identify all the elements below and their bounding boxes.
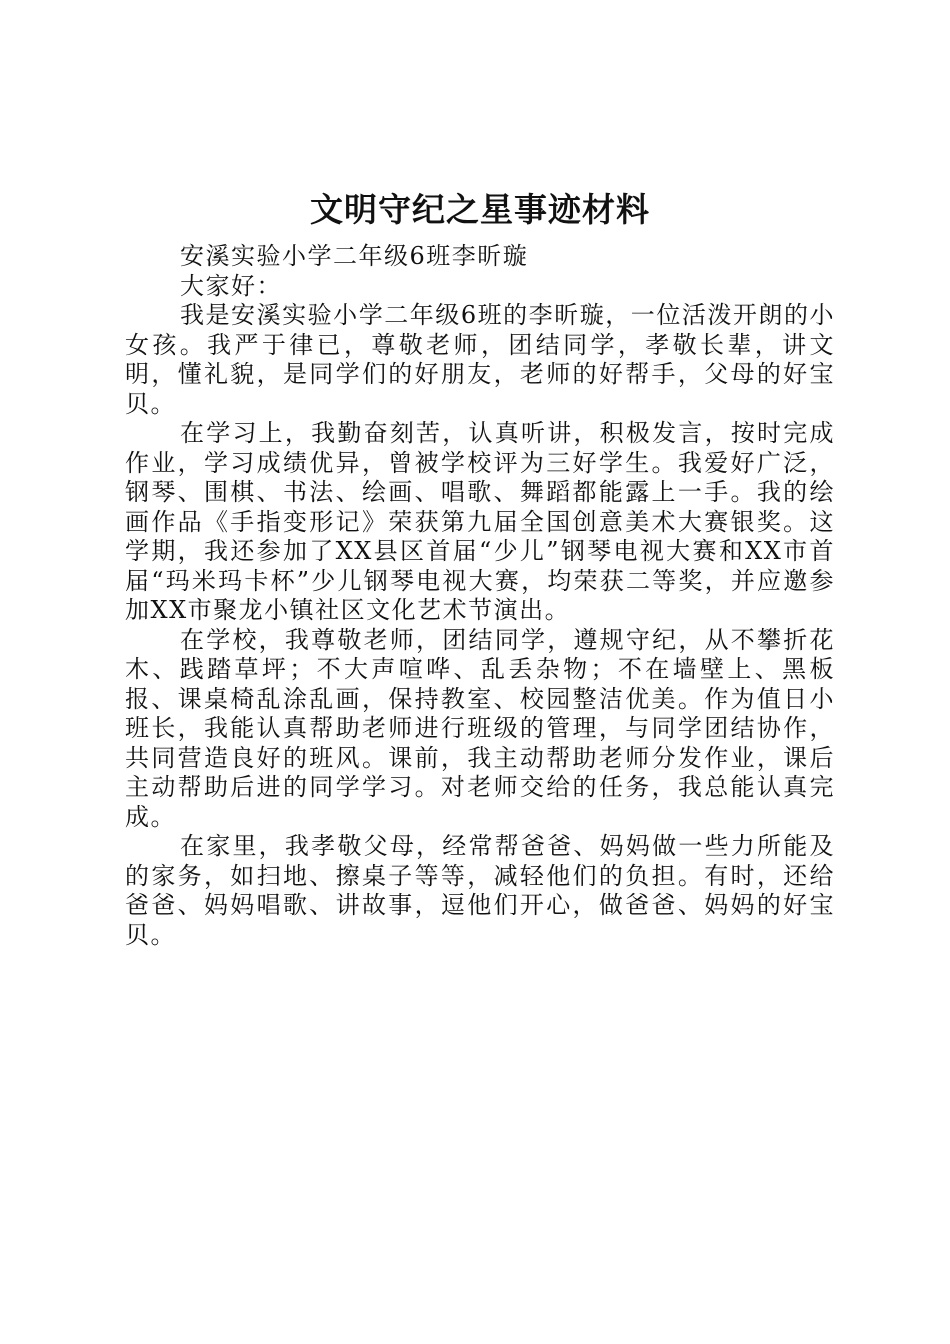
greeting: 大家好： — [180, 271, 282, 300]
paragraph-home: 在家里，我孝敬父母，经常帮爸爸、妈妈做一些力所能及的家务，如扫地、擦桌子等等，减轻他们的负担。有时，还给爸爸、妈妈唱歌、讲故事，逗他们开心，做爸爸、妈妈的好宝贝。 — [125, 832, 835, 949]
document-page — [125, 180, 835, 950]
paragraph-study: 在学习上，我勤奋刻苦，认真听讲，积极发言，按时完成作业，学习成绩优异，曾被学校评为三好学生。我爱好广泛，钢琴、围棋、书法、绘画、唱歌、舞蹈都能露上一手。我的绘画作品《手指变形记》荣获第九届全国创意美术大赛银奖。这学期，我还参加了XX县区首届“少儿”钢琴电视大赛和XX市首届“玛米玛卡杯”少儿钢琴电视大赛，均荣获二等奖，并应邀参加XX市聚龙小镇社区文化艺术节演出。 — [125, 419, 835, 624]
paragraph-school: 在学校，我尊敬老师，团结同学，遵规守纪，从不攀折花木、践踏草坪；不大声喧哗、乱丢杂物；不在墙壁上、黑板报、课桌椅乱涂乱画，保持教室、校园整洁优美。作为值日小班长，我能认真帮助老师进行班级的管理，与同学团结协作，共同营造良好的班风。课前，我主动帮助老师分发作业，课后主动帮助后进的同学学习。对老师交给的任务，我总能认真完成。 — [125, 625, 835, 831]
document-title: 文明守纪之星事迹材料 — [310, 190, 650, 229]
paragraph-intro: 我是安溪实验小学二年级6班的李昕璇，一位活泼开朗的小女孩。我严于律已，尊敬老师，团结同学，孝敬长辈，讲文明，懂礼貌，是同学们的好朋友，老师的好帮手，父母的好宝贝。 — [125, 301, 835, 418]
byline: 安溪实验小学二年级6班李昕璇 — [180, 242, 529, 270]
